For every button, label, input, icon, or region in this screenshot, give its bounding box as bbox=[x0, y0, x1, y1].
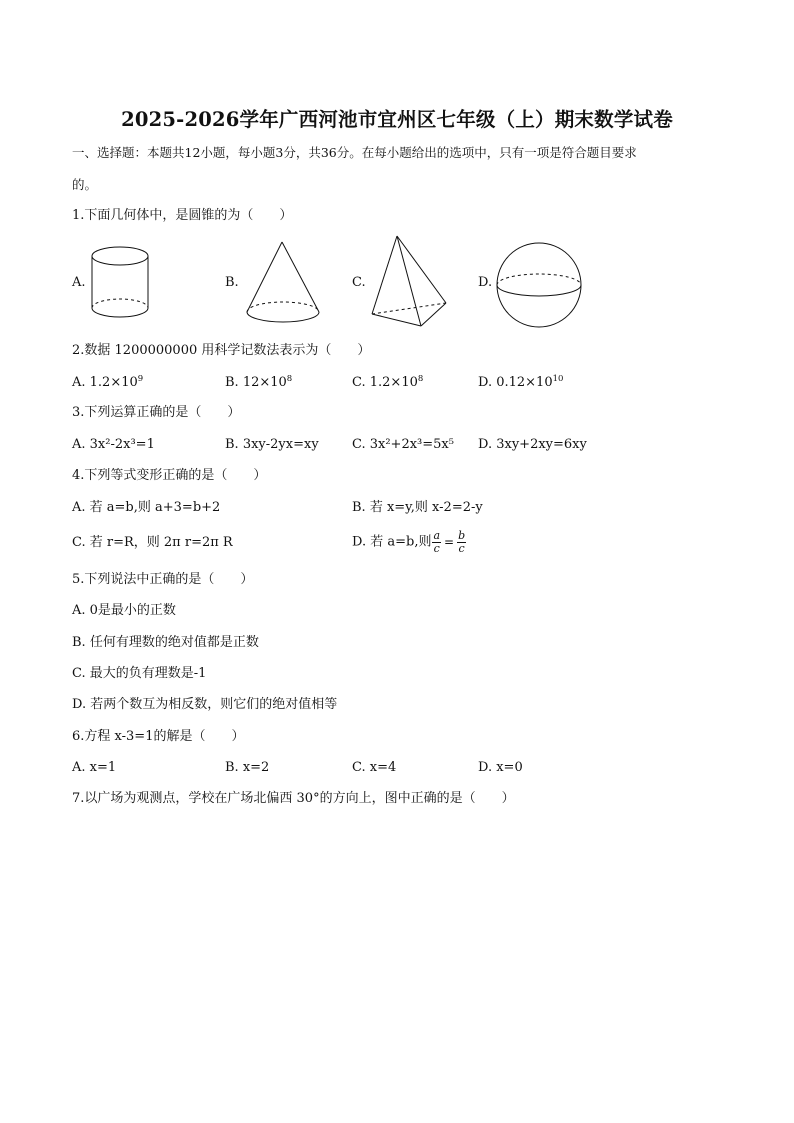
cone-figure bbox=[244, 240, 324, 326]
question-7-stem: 7.以广场为观测点，学校在广场北偏西 30°的方向上，图中正确的是（ ） bbox=[72, 791, 515, 806]
q4-option-b: B. 若 x=y,则 x-2=2-y bbox=[352, 500, 483, 515]
section-instructions-line-1: 一、选择题：本题共12小题，每小题3分，共36分。在每小题给出的选项中，只有一项是符合题目要求 bbox=[72, 145, 637, 160]
q1-option-d-label: D. bbox=[478, 275, 493, 290]
q5-option-d: D. 若两个数互为相反数，则它们的绝对值相等 bbox=[72, 697, 338, 712]
q4-option-c: C. 若 r=R，则 2π r=2π R bbox=[72, 535, 233, 550]
q2-option-a: A. $1.2\times 10^9$ bbox=[72, 374, 144, 390]
question-3-stem: 3.下列运算正确的是（ ） bbox=[72, 405, 241, 420]
q3-option-b: B. 3xy-2yx=xy bbox=[225, 437, 319, 452]
fraction-b-over-c: $\frac{b}{c}$ bbox=[458, 528, 466, 555]
q6-option-b: B. x=2 bbox=[225, 760, 270, 775]
q1-option-a-label: A. bbox=[72, 275, 86, 290]
q4-option-d: D. 若 a=b,则 $\frac{a}{c}$ = $\frac{b}{c}$ bbox=[352, 528, 466, 555]
q2-option-b: B. $12\times 10^8$ bbox=[225, 374, 293, 390]
q3-option-c: C. 3x²+2x³=5x⁵ bbox=[352, 437, 454, 452]
q1-option-c-label: C. bbox=[352, 275, 366, 290]
question-1-stem: 1.下面几何体中，是圆锥的为（ ） bbox=[72, 208, 293, 223]
q3-option-a: A. 3x²-2x³=1 bbox=[72, 437, 155, 452]
q6-option-c: C. x=4 bbox=[352, 760, 397, 775]
q2-option-d: D. $0.12\times 10^{10}$ bbox=[478, 374, 564, 390]
q4-option-a: A. 若 a=b,则 a+3=b+2 bbox=[72, 500, 221, 515]
q6-option-a: A. x=1 bbox=[72, 760, 117, 775]
q5-option-b: B. 任何有理数的绝对值都是正数 bbox=[72, 635, 259, 650]
q1-option-b-label: B. bbox=[225, 275, 239, 290]
q4-option-d-text: D. 若 a=b,则 bbox=[352, 534, 432, 550]
q2-option-c: C. $1.2\times 10^8$ bbox=[352, 374, 424, 390]
question-5-stem: 5.下列说法中正确的是（ ） bbox=[72, 572, 254, 587]
section-instructions-line-2: 的。 bbox=[72, 177, 98, 192]
q5-option-a: A. 0是最小的正数 bbox=[72, 603, 176, 618]
cylinder-figure bbox=[90, 244, 154, 322]
q3-option-d: D. 3xy+2xy=6xy bbox=[478, 437, 587, 452]
q5-option-c: C. 最大的负有理数是-1 bbox=[72, 666, 207, 681]
question-4-stem: 4.下列等式变形正确的是（ ） bbox=[72, 468, 267, 483]
q6-option-d: D. x=0 bbox=[478, 760, 523, 775]
question-2-stem: 2.数据 1200000000 用科学记数法表示为（ ） bbox=[72, 343, 371, 358]
pyramid-figure bbox=[366, 234, 450, 330]
question-6-stem: 6.方程 x-3=1的解是（ ） bbox=[72, 729, 245, 744]
sphere-figure bbox=[496, 242, 584, 330]
fraction-a-over-c: $\frac{a}{c}$ bbox=[433, 528, 441, 555]
exam-title: 2025-2026学年广西河池市宜州区七年级（上）期末数学试卷 bbox=[121, 108, 673, 131]
